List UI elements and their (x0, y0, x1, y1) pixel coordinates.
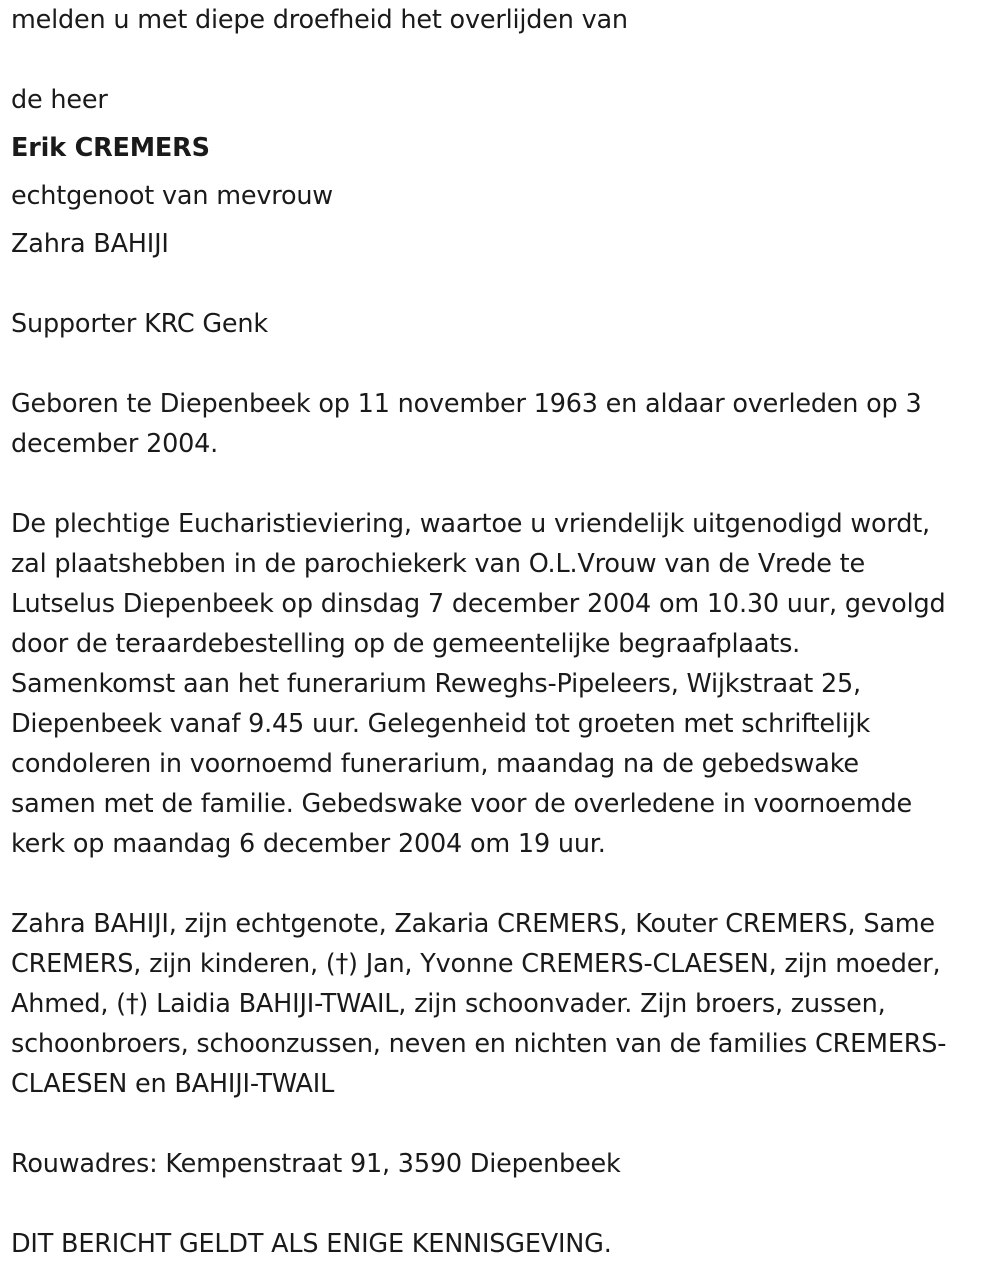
birth-death-line: december 2004. (11, 429, 219, 459)
ceremony-line: Samenkomst aan het funerarium Reweghs-Pipeleers, Wijkstraat 25, (11, 669, 861, 699)
intro-text: melden u met diepe droefheid het overlijden van (11, 5, 628, 35)
ceremony-line: samen met de familie. Gebedswake voor de overledene in voornoemde (11, 789, 913, 819)
ceremony-line: Diepenbeek vanaf 9.45 uur. Gelegenheid tot groeten met schriftelijk (11, 709, 871, 739)
spouse-label: echtgenoot van mevrouw (11, 181, 333, 211)
ceremony-line: zal plaatshebben in de parochiekerk van O.L.Vrouw van de Vrede te (11, 549, 865, 579)
ceremony-line: condoleren in voornoemd funerarium, maandag na de gebedswake (11, 749, 859, 779)
honorific: de heer (11, 85, 108, 115)
ceremony-line: Lutselus Diepenbeek op dinsdag 7 december 2004 om 10.30 uur, gevolgd (11, 589, 946, 619)
family-paragraph (11, 904, 996, 1104)
ceremony-line: kerk op maandag 6 december 2004 om 19 uur. (11, 829, 606, 859)
family-line: CLAESEN en BAHIJI-TWAIL (11, 1069, 335, 1099)
mourning-address: Rouwadres: Kempenstraat 91, 3590 Diepenbeek (11, 1149, 621, 1179)
supporter-text: Supporter KRC Genk (11, 309, 268, 339)
family-line: Ahmed, (†) Laidia BAHIJI-TWAIL, zijn schoonvader. Zijn broers, zussen, (11, 989, 886, 1019)
deceased-name: Erik CREMERS (11, 133, 210, 163)
ceremony-paragraph (11, 504, 996, 864)
ceremony-line: door de teraardebestelling op de gemeentelijke begraafplaats. (11, 629, 801, 659)
family-line: schoonbroers, schoonzussen, neven en nichten van de families CREMERS- (11, 1029, 947, 1059)
birth-death-line: Geboren te Diepenbeek op 11 november 1963 en aldaar overleden op 3 (11, 389, 922, 419)
birth-death-paragraph (11, 384, 996, 464)
ceremony-line: De plechtige Eucharistieviering, waartoe u vriendelijk uitgenodigd wordt, (11, 509, 930, 539)
spouse-name: Zahra BAHIJI (11, 229, 169, 259)
obituary-document (11, 0, 996, 1264)
family-line: Zahra BAHIJI, zijn echtgenote, Zakaria CREMERS, Kouter CREMERS, Same (11, 909, 935, 939)
notice-text: DIT BERICHT GELDT ALS ENIGE KENNISGEVING. (11, 1229, 612, 1259)
family-line: CREMERS, zijn kinderen, (†) Jan, Yvonne CREMERS-CLAESEN, zijn moeder, (11, 949, 941, 979)
